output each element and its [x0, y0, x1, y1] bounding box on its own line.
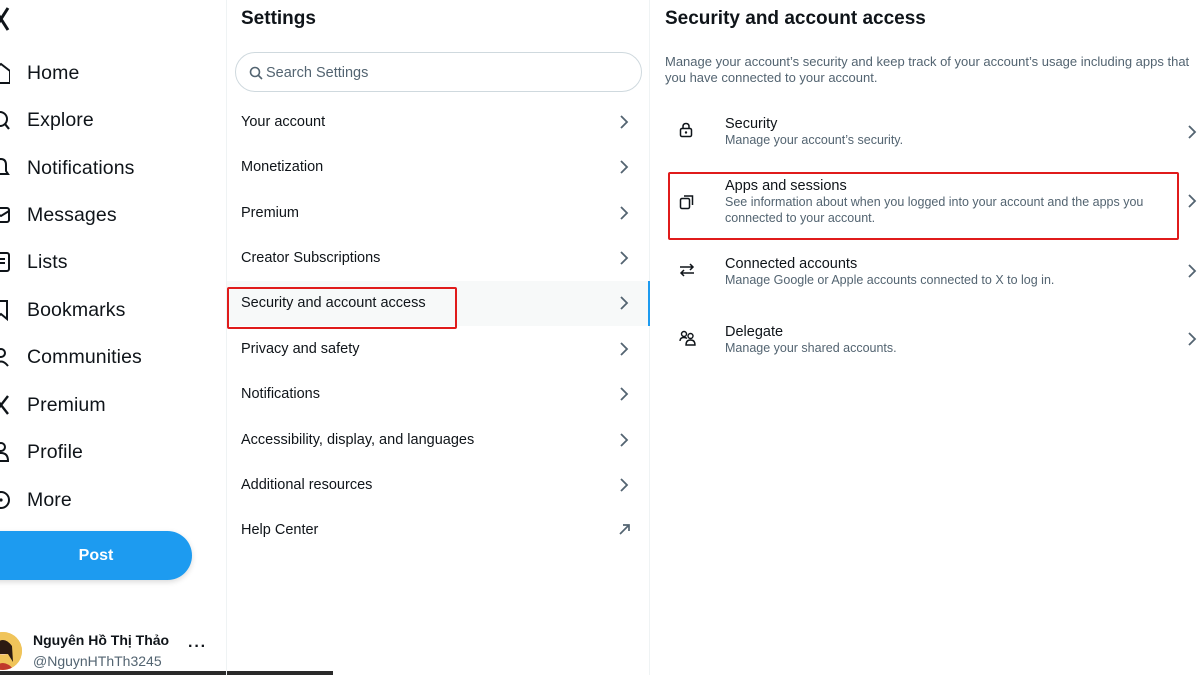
detail-item-subtitle: Manage Google or Apple accounts connected to X to log in. — [725, 273, 1055, 287]
nav-item-bookmarks[interactable] — [0, 292, 200, 328]
lock-icon — [679, 122, 693, 138]
avatar — [0, 632, 22, 670]
arrows-swap-icon — [679, 263, 695, 277]
settings-item-label: Premium — [241, 205, 300, 221]
settings-item-notifications[interactable] — [227, 372, 649, 417]
search-icon — [249, 66, 263, 80]
chevron-right-icon — [619, 341, 629, 357]
detail-item-delegate[interactable] — [650, 316, 1200, 366]
chevron-right-icon — [619, 386, 629, 402]
settings-item-label: Notifications — [241, 386, 320, 402]
user-display-name: Nguyên Hồ Thị Thảo — [33, 632, 170, 648]
settings-item-monetization[interactable] — [227, 145, 649, 190]
nav-label: Lists — [27, 250, 68, 273]
chevron-right-icon — [619, 295, 629, 311]
chevron-right-icon — [619, 159, 629, 175]
settings-item-label: Monetization — [241, 159, 324, 175]
detail-item-subtitle: Manage your account’s security. — [725, 133, 904, 147]
nav-label: Notifications — [27, 156, 135, 179]
settings-column — [226, 0, 650, 675]
detail-item-title: Apps and sessions — [725, 178, 847, 194]
chevron-right-icon — [619, 477, 629, 493]
more-circle-icon — [0, 488, 10, 512]
settings-item-privacy-and-safety[interactable] — [227, 327, 649, 372]
detail-item-security[interactable] — [650, 108, 1200, 158]
x-logo-icon — [0, 393, 10, 417]
user-handle: @NguynHThTh3245 — [33, 653, 162, 669]
chevron-right-icon — [1187, 263, 1197, 279]
settings-item-label: Help Center — [241, 522, 319, 538]
settings-item-creator-subscriptions[interactable] — [227, 236, 649, 281]
settings-item-label: Accessibility, display, and languages — [241, 432, 475, 448]
nav-label: Explore — [27, 108, 94, 131]
page-title: Settings — [241, 8, 316, 29]
nav-item-premium[interactable] — [0, 387, 200, 423]
nav-label: More — [27, 488, 72, 511]
chevron-right-icon — [1187, 331, 1197, 347]
settings-item-security-and-account-access[interactable] — [227, 281, 649, 326]
settings-item-help-center[interactable] — [227, 508, 649, 553]
settings-item-label: Additional resources — [241, 477, 373, 493]
chevron-right-icon — [619, 432, 629, 448]
nav-item-messages[interactable] — [0, 197, 200, 233]
home-icon — [0, 61, 10, 85]
nav-label: Premium — [27, 393, 106, 416]
nav-label: Communities — [27, 345, 142, 368]
detail-item-title: Connected accounts — [725, 256, 858, 272]
chevron-right-icon — [1187, 124, 1197, 140]
settings-item-label: Privacy and safety — [241, 341, 360, 357]
settings-item-label: Security and account access — [241, 295, 426, 311]
settings-item-your-account[interactable] — [227, 100, 649, 145]
nav-label: Profile — [27, 440, 83, 463]
chevron-right-icon — [619, 114, 629, 130]
search-icon — [0, 108, 10, 132]
detail-item-connected-accounts[interactable] — [650, 248, 1200, 298]
search-bar[interactable] — [235, 52, 642, 92]
detail-item-title: Delegate — [725, 324, 784, 340]
page-description: Manage your account’s security and keep track of your account’s usage including apps that you have connected to your account. — [665, 54, 1190, 85]
settings-item-premium[interactable] — [227, 191, 649, 236]
page-title: Security and account access — [665, 8, 926, 29]
x-logo-icon[interactable] — [0, 6, 12, 32]
nav-item-explore[interactable] — [0, 102, 200, 138]
chevron-right-icon — [1187, 193, 1197, 209]
copy-icon — [679, 194, 695, 210]
external-link-icon — [619, 522, 631, 536]
nav-label: Home — [27, 61, 80, 84]
bell-icon — [0, 156, 10, 180]
nav-item-profile[interactable] — [0, 434, 200, 470]
bookmark-icon — [0, 298, 10, 322]
nav-item-home[interactable] — [0, 55, 200, 91]
settings-item-additional-resources[interactable] — [227, 463, 649, 508]
detail-item-title: Security — [725, 116, 778, 132]
nav-label: Messages — [27, 203, 117, 226]
more-options-icon[interactable]: ··· — [188, 638, 207, 655]
settings-item-label: Creator Subscriptions — [241, 250, 381, 266]
people-icon — [0, 345, 10, 369]
detail-item-subtitle: See information about when you logged into your account and the apps you connected to your account. — [725, 195, 1144, 225]
search-input[interactable] — [266, 62, 626, 84]
nav-item-notifications[interactable] — [0, 150, 200, 186]
sidebar-nav — [0, 0, 226, 675]
nav-label: Bookmarks — [27, 298, 126, 321]
nav-item-lists[interactable] — [0, 244, 200, 280]
settings-item-accessibility[interactable] — [227, 418, 649, 463]
detail-item-apps-and-sessions[interactable] — [650, 172, 1200, 240]
detail-column — [650, 0, 1200, 675]
people-icon — [679, 330, 696, 346]
nav-item-more[interactable] — [0, 482, 200, 518]
chevron-right-icon — [619, 205, 629, 221]
detail-item-subtitle: Manage your shared accounts. — [725, 341, 897, 355]
chevron-right-icon — [619, 250, 629, 266]
nav-item-communities[interactable] — [0, 339, 200, 375]
account-switcher[interactable] — [0, 628, 214, 672]
list-icon — [0, 250, 10, 274]
post-button[interactable]: Post — [0, 531, 192, 580]
envelope-icon — [0, 203, 10, 227]
settings-item-label: Your account — [241, 114, 326, 130]
person-icon — [0, 440, 10, 464]
